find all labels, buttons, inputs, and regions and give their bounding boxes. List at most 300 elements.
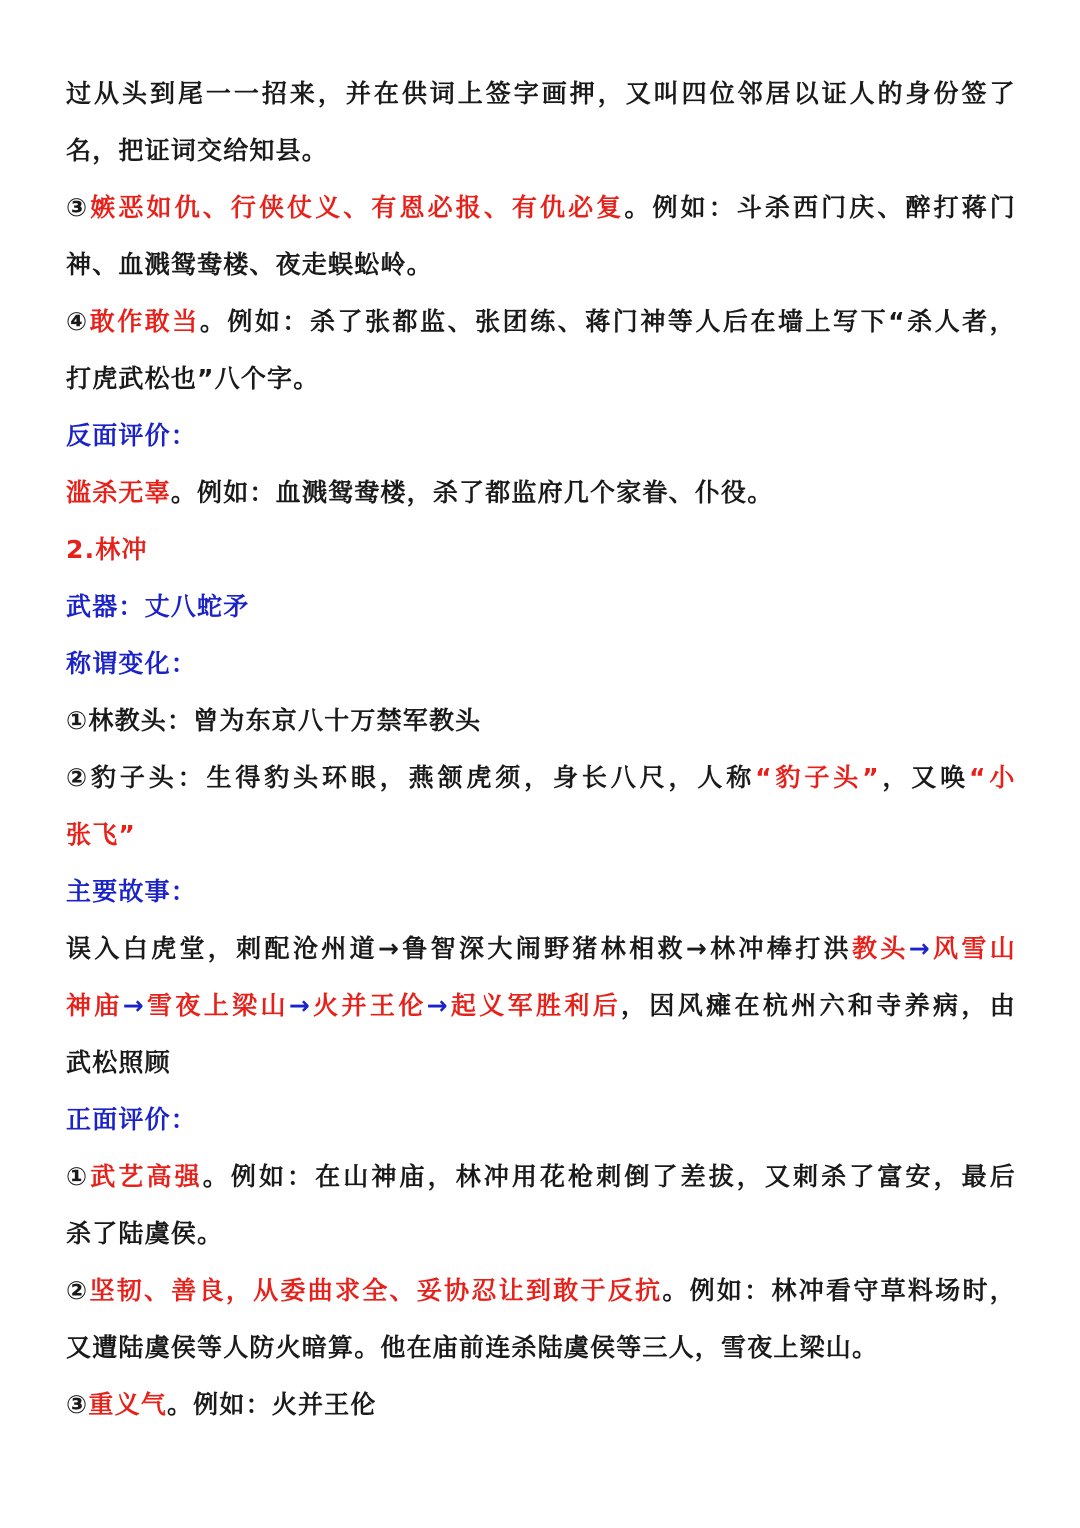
text-char: 棒	[766, 934, 794, 963]
text-char: 上	[203, 991, 230, 1020]
text-segment: 主要故事：	[66, 877, 198, 906]
text-char: 行	[230, 193, 258, 222]
text-char: “	[755, 763, 773, 792]
text-char: 张	[365, 307, 392, 336]
text-char: 、	[557, 307, 584, 336]
text-char: 王	[369, 991, 397, 1020]
text-char: 曲	[307, 1276, 334, 1305]
text-char: 子	[804, 763, 831, 792]
text-char: 西	[793, 193, 820, 222]
text-char: ，	[961, 991, 988, 1020]
text-char: 如	[716, 1276, 744, 1305]
text-char: 林	[771, 1276, 798, 1305]
text-char: 尾	[177, 79, 205, 108]
text-char: 眼	[350, 763, 378, 792]
text-char: 猪	[572, 934, 599, 963]
text-char: 仇	[174, 193, 201, 222]
text-char: 病	[933, 991, 960, 1020]
text-char: 在	[373, 79, 401, 108]
text-char: 打	[933, 193, 960, 222]
text-char: 、	[144, 1276, 171, 1305]
text-char: 豹	[775, 763, 802, 792]
text-char: 画	[541, 79, 568, 108]
text-char: ，	[225, 1276, 253, 1305]
text-line	[66, 806, 1016, 863]
text-char: 伦	[398, 991, 425, 1020]
text-char: 尺	[639, 763, 666, 792]
text-char: ，	[736, 1162, 763, 1191]
text-char: 门	[821, 193, 848, 222]
text-char: 场	[935, 1276, 962, 1305]
text-char: 门	[612, 307, 639, 336]
text-char: 头	[121, 79, 149, 108]
text-char: 报	[455, 193, 482, 222]
text-char: 身	[553, 763, 580, 792]
text-segment: 杀了陆虞侯。	[66, 1219, 224, 1248]
text-char: 全	[362, 1276, 389, 1305]
text-char: 。	[202, 1162, 229, 1191]
text-char: 杀	[821, 1162, 848, 1191]
text-char: 又	[625, 79, 652, 108]
text-char: 林	[455, 1162, 482, 1191]
text-char: 相	[629, 934, 656, 963]
text-char: 寺	[876, 991, 903, 1020]
text-char: ④	[66, 307, 89, 336]
text-char: 人	[695, 307, 722, 336]
text-line	[66, 578, 1016, 635]
text-char: 仗	[287, 193, 314, 222]
text-char: ：	[282, 307, 309, 336]
text-char: 燕	[408, 763, 435, 792]
text-char: 堂	[179, 934, 206, 963]
text-char: 来	[289, 79, 317, 108]
text-char: 救	[657, 934, 684, 963]
text-char: 斗	[736, 193, 763, 222]
text-char: 误	[66, 934, 93, 963]
text-char: ，	[668, 763, 695, 792]
text-char: 必	[568, 193, 595, 222]
text-char: 看	[826, 1276, 853, 1305]
text-line	[66, 407, 1016, 464]
text-char: 押	[569, 79, 596, 108]
text-char: 又	[911, 763, 938, 792]
text-char: 差	[680, 1162, 707, 1191]
text-char: 过	[66, 79, 93, 108]
text-char: 招	[261, 79, 289, 108]
text-char: 冲	[738, 934, 765, 963]
text-char: 居	[765, 79, 792, 108]
text-char: 神	[371, 1162, 398, 1191]
text-char: 配	[264, 934, 291, 963]
text-line	[66, 749, 1016, 806]
text-char: 一	[233, 79, 261, 108]
text-char: ，	[933, 1162, 960, 1191]
text-char: 枪	[568, 1162, 595, 1191]
text-char: 州	[321, 934, 348, 963]
text-char: 瘫	[706, 991, 733, 1020]
text-char: 养	[904, 991, 931, 1020]
text-line	[66, 977, 1016, 1034]
text-char: 了	[849, 1162, 876, 1191]
text-char: 有	[371, 193, 398, 222]
text-line	[66, 179, 1016, 236]
text-char: 恶	[118, 193, 145, 222]
text-char: 四	[681, 79, 708, 108]
text-char: 了	[337, 307, 364, 336]
text-char: 梁	[232, 991, 259, 1020]
text-segment: 称谓变化：	[66, 649, 198, 678]
text-char: 都	[392, 307, 419, 336]
text-char: 位	[709, 79, 736, 108]
text-line	[66, 863, 1016, 920]
text-char: 如	[146, 193, 173, 222]
text-line	[66, 464, 1016, 521]
text-char: 妥	[416, 1276, 444, 1305]
text-char: 料	[907, 1276, 935, 1305]
text-segment: 2.林冲	[66, 535, 148, 564]
text-char: 风	[677, 991, 704, 1020]
text-char: 虎	[466, 763, 493, 792]
text-char: 人	[934, 307, 961, 336]
text-char: 杀	[309, 307, 337, 336]
text-char: 侠	[258, 193, 286, 222]
text-char: 豹	[264, 763, 291, 792]
text-char: 庙	[94, 991, 121, 1020]
text-char: 于	[580, 1276, 607, 1305]
text-char: 环	[322, 763, 349, 792]
text-char: 了	[652, 1162, 679, 1191]
text-char: ①	[66, 1162, 89, 1191]
text-char: 沧	[292, 934, 320, 963]
text-segment: 。例如：火并王伦	[166, 1390, 377, 1419]
text-line	[66, 635, 1016, 692]
text-char: 火	[313, 991, 340, 1020]
text-char: 者	[962, 307, 989, 336]
text-char: 词	[429, 79, 456, 108]
text-char: 杀	[907, 307, 934, 336]
text-char: 让	[498, 1276, 525, 1305]
text-char: 恩	[399, 193, 426, 222]
text-segment: 武松照顾	[66, 1048, 171, 1077]
text-char: 山	[343, 1162, 370, 1191]
text-char: 守	[853, 1276, 880, 1305]
text-char: →	[122, 991, 145, 1020]
text-char: 义	[315, 193, 342, 222]
text-char: 到	[525, 1276, 553, 1305]
text-char: 上	[457, 79, 484, 108]
text-char: 如	[258, 1162, 286, 1191]
text-char: 份	[933, 79, 960, 108]
text-char: ：	[744, 1276, 771, 1305]
text-char: 从	[93, 79, 121, 108]
text-char: 例	[689, 1276, 716, 1305]
text-char: 须	[495, 763, 522, 792]
text-char: 刺	[236, 934, 263, 963]
text-char: 字	[513, 79, 540, 108]
text-char: 张	[475, 307, 502, 336]
text-char: ，	[882, 763, 909, 792]
text-char: 野	[544, 934, 571, 963]
text-line	[66, 692, 1016, 749]
text-char: 后	[722, 307, 750, 336]
text-char: 林	[600, 934, 627, 963]
text-char: ，	[989, 307, 1016, 336]
text-char: 练	[530, 307, 557, 336]
text-char: 墙	[777, 307, 805, 336]
text-char: 强	[174, 1162, 201, 1191]
text-char: 例	[652, 193, 679, 222]
text-char: 深	[458, 934, 486, 963]
text-char: 上	[805, 307, 832, 336]
text-char: 闹	[515, 934, 542, 963]
text-char: 了	[989, 79, 1016, 108]
text-char: 风	[933, 934, 960, 963]
text-char: 、	[343, 193, 370, 222]
text-char: 花	[540, 1162, 567, 1191]
text-char: 又	[764, 1162, 792, 1191]
text-char: 拔	[708, 1162, 735, 1191]
text-char: 蒋	[961, 193, 988, 222]
text-char: 。	[624, 193, 651, 222]
text-char: 委	[280, 1276, 307, 1305]
text-char: 山	[260, 991, 287, 1020]
text-char: 必	[427, 193, 454, 222]
text-line	[66, 1205, 1016, 1262]
text-char: 在	[315, 1162, 342, 1191]
text-char: 虎	[151, 934, 178, 963]
text-char: 州	[791, 991, 818, 1020]
text-char: 山	[989, 934, 1016, 963]
text-char: 打	[795, 934, 822, 963]
text-line	[66, 1262, 1016, 1319]
text-segment: 又遭陆虞侯等人防火暗算。他在庙前连杀陆虞侯等三人，雪夜上梁山。	[66, 1333, 879, 1362]
text-char: ，	[207, 934, 234, 963]
text-char: 长	[581, 763, 609, 792]
text-char: →	[685, 934, 709, 963]
text-char: 夜	[175, 991, 202, 1020]
text-char: ：	[287, 1162, 314, 1191]
text-char: ③	[66, 193, 89, 222]
text-char: 冲	[798, 1276, 825, 1305]
text-char: 下	[860, 307, 887, 336]
text-char: 一	[205, 79, 233, 108]
text-char: 嫉	[90, 193, 117, 222]
text-char: ②	[66, 763, 89, 792]
text-char: 醉	[905, 193, 932, 222]
text-char: 敢	[89, 307, 116, 336]
text-char: 韧	[116, 1276, 143, 1305]
text-char: “	[888, 307, 906, 336]
text-char: 最	[961, 1162, 988, 1191]
text-char: 、	[483, 193, 511, 222]
text-char: 叫	[653, 79, 680, 108]
text-char: 、	[389, 1276, 416, 1305]
text-line	[66, 1376, 1016, 1433]
text-line	[66, 920, 1016, 977]
text-char: 八	[610, 763, 637, 792]
text-char: →	[377, 934, 401, 963]
text-char: 反	[607, 1276, 634, 1305]
text-char: 、	[447, 307, 474, 336]
text-char: 教	[851, 934, 879, 963]
text-char: 的	[877, 79, 904, 108]
text-char: 坚	[89, 1276, 116, 1305]
text-char: 智	[430, 934, 457, 963]
text-char: 军	[507, 991, 534, 1020]
text-char: 大	[487, 934, 514, 963]
text-char: 草	[880, 1276, 907, 1305]
text-char: 武	[90, 1162, 117, 1191]
text-segment: 正面评价：	[66, 1105, 198, 1134]
text-char: 敢	[553, 1276, 580, 1305]
text-char: 如	[254, 307, 282, 336]
text-char: 到	[149, 79, 177, 108]
text-char: 并	[341, 991, 368, 1020]
text-char: ，	[989, 1276, 1016, 1305]
text-char: 忍	[471, 1276, 498, 1305]
text-char: 高	[146, 1162, 173, 1191]
text-char: 富	[877, 1162, 904, 1191]
text-char: 从	[253, 1276, 280, 1305]
text-char: 作	[117, 307, 144, 336]
text-char: 团	[502, 307, 529, 336]
text-char: 由	[989, 991, 1016, 1020]
text-char: 。	[662, 1276, 689, 1305]
text-char: 雪	[961, 934, 988, 963]
text-char: →	[288, 991, 311, 1020]
text-line	[66, 521, 1016, 578]
text-char: 。	[199, 307, 227, 336]
text-char: 艺	[118, 1162, 145, 1191]
text-char: 等	[667, 307, 695, 336]
text-char: 如	[680, 193, 707, 222]
text-char: 身	[905, 79, 932, 108]
text-char: 头	[833, 763, 860, 792]
text-char: 冲	[483, 1162, 511, 1191]
text-char: ，	[597, 79, 624, 108]
text-char: 神	[640, 307, 667, 336]
text-segment: 武器：丈八蛇矛	[66, 592, 250, 621]
text-segment: 名，把证词交给知县。	[66, 136, 329, 165]
text-char: 刺	[793, 1162, 820, 1191]
text-char: ，	[524, 763, 551, 792]
text-line	[66, 350, 1016, 407]
text-char: 例	[227, 307, 254, 336]
text-char: 倒	[624, 1162, 651, 1191]
text-char: 抗	[635, 1276, 662, 1305]
text-char: 在	[734, 991, 761, 1020]
text-segment: 。例如：血溅鸳鸯楼，杀了都监府几个家眷、仆役。	[170, 478, 774, 507]
text-char: 生	[206, 763, 233, 792]
text-line	[66, 1319, 1016, 1376]
text-char: 写	[833, 307, 860, 336]
text-line	[66, 122, 1016, 179]
text-line	[66, 1148, 1016, 1205]
text-char: 称	[726, 763, 753, 792]
text-char: 利	[564, 991, 591, 1020]
text-char: 复	[596, 193, 623, 222]
text-line	[66, 65, 1016, 122]
text-char: ，	[379, 763, 406, 792]
text-char: 在	[750, 307, 777, 336]
text-char: 洪	[823, 934, 850, 963]
text-char: 子	[119, 763, 147, 792]
text-char: 、	[877, 193, 904, 222]
text-char: ，	[317, 79, 345, 108]
text-char: 门	[989, 193, 1016, 222]
text-segment: 打虎武松也”八个字。	[66, 364, 320, 393]
text-line	[66, 1091, 1016, 1148]
text-char: 安	[905, 1162, 932, 1191]
text-char: 仇	[540, 193, 567, 222]
text-segment: 滥杀无辜	[66, 478, 171, 507]
text-char: 后	[989, 1162, 1016, 1191]
text-char: 刺	[596, 1162, 623, 1191]
text-char: →	[908, 934, 931, 963]
text-line	[66, 236, 1016, 293]
text-char: 杀	[764, 193, 792, 222]
text-char: 蒋	[585, 307, 612, 336]
text-char: 六	[819, 991, 846, 1020]
text-char: 当	[172, 307, 199, 336]
text-char: 入	[94, 934, 121, 963]
text-char: 供	[401, 79, 429, 108]
text-char: 神	[66, 991, 93, 1020]
text-char: 用	[511, 1162, 539, 1191]
text-char: 敢	[144, 307, 171, 336]
text-char: 道	[349, 934, 376, 963]
text-char: ”	[862, 763, 880, 792]
text-char: 头	[148, 763, 175, 792]
text-line	[66, 293, 1016, 350]
text-char: 后	[592, 991, 619, 1020]
text-char: 颔	[437, 763, 464, 792]
text-char: 头	[880, 934, 907, 963]
text-char: 证	[821, 79, 848, 108]
text-char: 杭	[762, 991, 790, 1020]
text-char: 善	[171, 1276, 198, 1305]
text-char: 以	[793, 79, 820, 108]
document-body	[66, 65, 1016, 1433]
text-char: 小	[989, 763, 1016, 792]
text-char: 、	[202, 193, 229, 222]
text-char: 庆	[849, 193, 876, 222]
text-char: 豹	[91, 763, 118, 792]
text-char: 人	[849, 79, 876, 108]
text-char: 求	[334, 1276, 362, 1305]
text-char: 良	[198, 1276, 225, 1305]
text-char: “	[969, 763, 987, 792]
text-char: 得	[235, 763, 262, 792]
text-char: 雪	[147, 991, 174, 1020]
text-line	[66, 1034, 1016, 1091]
text-char: 邻	[737, 79, 764, 108]
text-char: 起	[450, 991, 478, 1020]
text-char: 例	[230, 1162, 258, 1191]
text-char: 头	[293, 763, 320, 792]
text-char: ：	[708, 193, 735, 222]
text-char: 白	[122, 934, 149, 963]
text-segment: ③	[66, 1390, 89, 1419]
text-char: 监	[420, 307, 447, 336]
text-char: ：	[177, 763, 204, 792]
text-char: 义	[479, 991, 506, 1020]
text-char: 并	[345, 79, 373, 108]
text-char: 时	[962, 1276, 989, 1305]
text-segment: ①林教头：曾为东京八十万禁军教头	[66, 706, 482, 735]
text-char: 胜	[535, 991, 563, 1020]
text-char: ，	[621, 991, 648, 1020]
